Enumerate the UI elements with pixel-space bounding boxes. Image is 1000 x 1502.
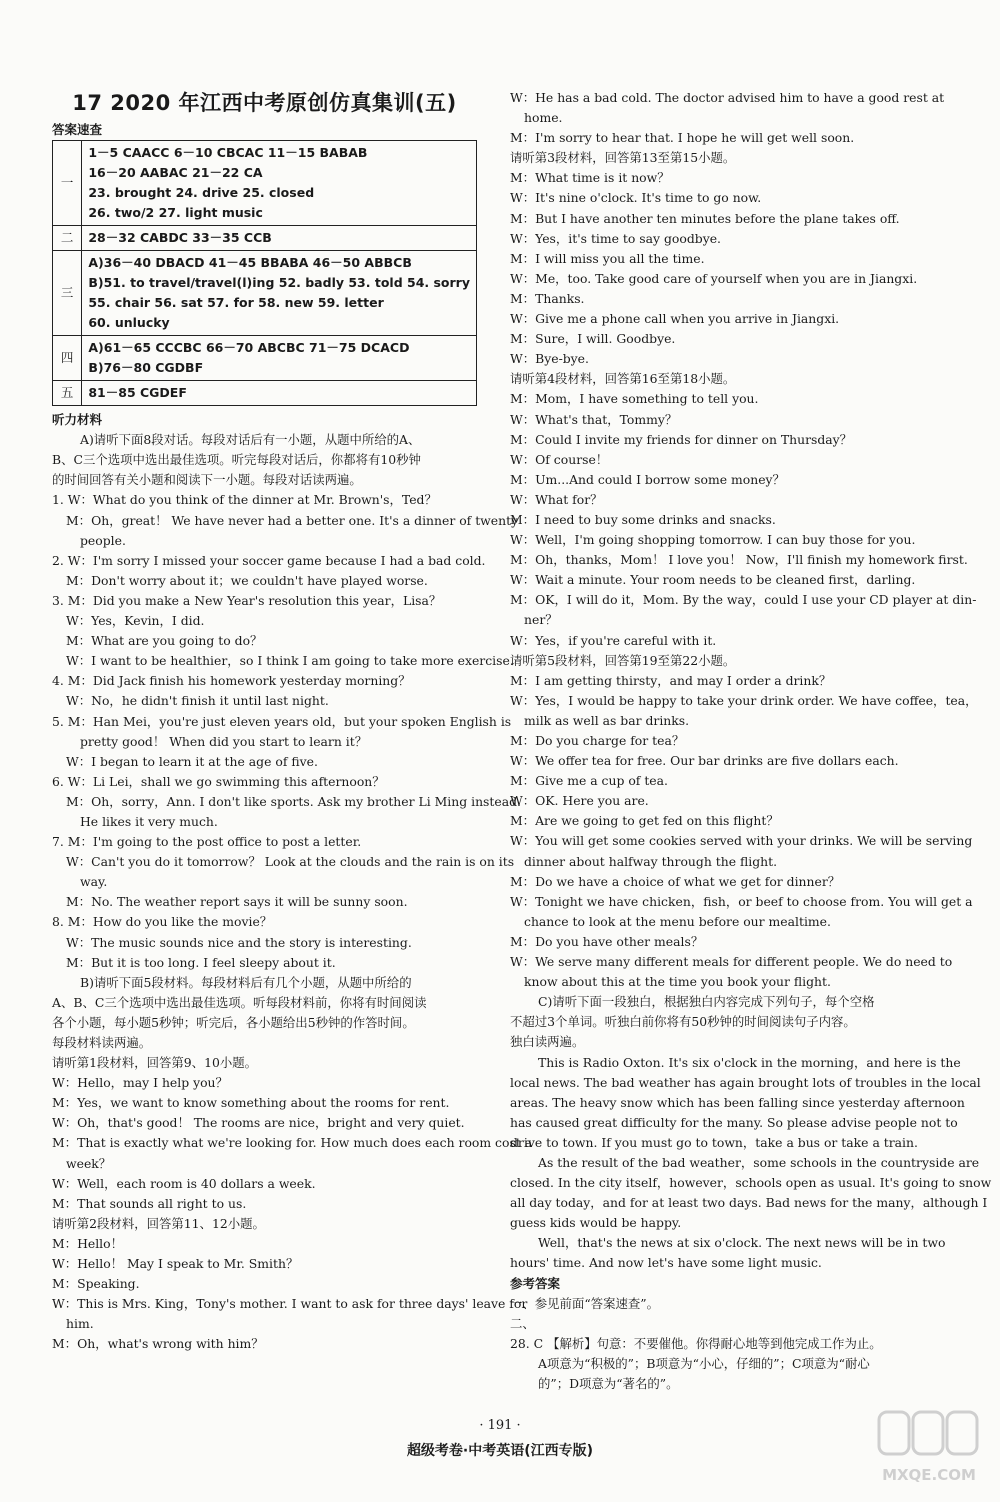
text-line: M：Oh，what's wrong with him？ — [52, 1336, 264, 1352]
text-line: 请听第1段材料，回答第9、10小题。 — [52, 1055, 258, 1071]
text-line: 3. M：Did you make a New Year's resolution this year，Lisa？ — [52, 592, 442, 608]
text-line: 的时间回答有关小题和阅读下一小题。每段对话读两遍。 — [52, 472, 362, 488]
text-line: W：I began to learn it at the age of five. — [66, 753, 318, 769]
text-line: M：That is exactly what we're looking for. How much does each room cost a — [52, 1135, 533, 1151]
text-line: W：Well，each room is 40 dollars a week. — [52, 1175, 316, 1191]
answer-line: 26. two/2 27. light music — [88, 205, 263, 221]
text-line: M：Mom，I have something to tell you. — [510, 391, 759, 407]
text-line: W：Tonight we have chicken，fish，or beef to choose from. You will get a — [510, 893, 973, 909]
text-line: W：No，he didn't finish it until last night. — [66, 693, 329, 709]
reference-line: 的”；D项意为“著名的”。 — [538, 1376, 679, 1391]
reference-line: A项意为“积极的”；B项意为“小心，仔细的”；C项意为“耐心 — [538, 1355, 870, 1371]
text-line: 请听第5段材料，回答第19至第22小题。 — [510, 652, 736, 668]
text-line: M：Do you charge for tea？ — [510, 733, 685, 748]
text-line: W：What's that，Tommy？ — [510, 411, 678, 427]
text-line: W：Me，too. Take good care of yourself when you are in Jiangxi. — [510, 270, 918, 286]
answer-line: 60. unlucky — [88, 315, 170, 331]
text-line: M：Um...And could I borrow some money？ — [510, 471, 785, 487]
text-line: A、B、C三个选项中选出最佳选项。听每段材料前，你将有时间阅读 — [52, 994, 427, 1010]
answer-cell — [82, 381, 477, 406]
answer-cell — [82, 336, 477, 381]
text-line: drive to town. If you must go to town，take a bus or take a train. — [510, 1134, 918, 1150]
answer-section-label: 一 — [53, 141, 82, 226]
reference-answer-text — [510, 1294, 935, 1394]
text-line: W：This is Mrs. King，Tony's mother. I want to ask for three days' leave for — [52, 1296, 528, 1312]
reference-line: 二、 — [510, 1315, 535, 1331]
answer-cell — [82, 251, 477, 336]
text-line: W：Can't you do it tomorrow？ Look at the clouds and the rain is on its — [66, 854, 515, 870]
text-line: home. — [524, 110, 563, 126]
answer-quick-label: 答案速查 — [52, 122, 103, 137]
text-line: B、C三个选项中选出最佳选项。听完每段对话后，你都将有10秒钟 — [52, 452, 421, 468]
listening-label: 听力材料 — [52, 412, 103, 428]
text-line: Well，that's the news at six o'clock. The next news will be in two — [538, 1235, 946, 1251]
text-line: C)请听下面一段独白，根据独白内容完成下列句子，每个空格 — [538, 994, 875, 1010]
text-line: W：Hello，may I help you？ — [52, 1075, 228, 1091]
left-column — [52, 88, 533, 1355]
watermark-logo — [877, 1408, 982, 1488]
text-line: W：We serve many different meals for different people. We do need to — [510, 954, 953, 970]
text-line: M：But it is too long. I feel sleepy about it. — [66, 954, 336, 970]
text-line: M：Give me a cup of tea. — [510, 773, 668, 789]
text-line: W：Hello！ May I speak to Mr. Smith？ — [52, 1256, 299, 1272]
text-line: hours' time. And now let's have some light music. — [510, 1255, 822, 1271]
text-line: 2. W：I'm sorry I missed your soccer game because I had a bad cold. — [52, 552, 486, 568]
listening-text-right — [510, 88, 992, 1274]
text-line: 5. M：Han Mei，you're just eleven years old，but your spoken English is — [52, 713, 512, 729]
answer-table — [52, 140, 477, 406]
text-line: M：Do you have other meals？ — [510, 933, 704, 949]
text-line: W：OK. Here you are. — [510, 793, 649, 809]
text-line: chance to look at the menu before our mealtime. — [524, 913, 831, 929]
text-line: B)请听下面5段材料。每段材料后有几个小题，从题中所给的 — [80, 974, 412, 990]
text-line: 各个小题，每小题5秒钟；听完后，各小题给出5秒钟的作答时间。 — [52, 1014, 415, 1030]
right-column — [510, 88, 992, 1394]
text-line: M：I'm sorry to hear that. I hope he will get well soon. — [510, 130, 855, 146]
text-line: M：But I have another ten minutes before the plane takes off. — [510, 210, 900, 226]
text-line: dinner about halfway through the flight. — [524, 853, 778, 869]
answer-cell — [82, 141, 477, 226]
answer-line: A)36－40 DBACD 41－45 BBABA 46－50 ABBCB — [88, 255, 412, 271]
text-line: milk as well as bar drinks. — [524, 712, 690, 728]
text-line: W：Yes，I would be happy to take your drink order. We have coffee，tea， — [510, 692, 978, 708]
text-line: W：Oh，that's good！ The rooms are nice，bright and very quiet. — [52, 1115, 465, 1131]
text-line: W：Yes，it's time to say goodbye. — [510, 230, 721, 246]
reference-answer-label: 参考答案 — [510, 1275, 561, 1291]
text-line: W：He has a bad cold. The doctor advised him to have a good rest at — [510, 90, 945, 105]
answer-row — [53, 141, 477, 226]
text-line: closed. In the city itself，however，schools open as usual. It's going to snow — [510, 1175, 992, 1191]
text-line: him. — [66, 1316, 94, 1332]
text-line: W：Give me a phone call when you arrive in Jiangxi. — [510, 311, 840, 327]
answer-line: 16－20 AABAC 21－22 CA — [88, 165, 263, 181]
text-line: has caused great difficulty for the many. So please advise people not to — [510, 1114, 958, 1130]
answer-section-label: 五 — [53, 381, 82, 406]
text-line: 每段材料读两遍。 — [52, 1035, 152, 1050]
listening-text-left — [52, 430, 533, 1354]
text-line: 1. W：What do you think of the dinner at Mr. Brown's，Ted？ — [52, 492, 437, 508]
text-line: M：What time is it now？ — [510, 170, 670, 186]
text-line: W：You will get some cookies served with your drinks. We will be serving — [510, 833, 973, 849]
text-line: M：Could I invite my friends for dinner on Thursday？ — [510, 431, 853, 447]
text-line: 8. M：How do you like the movie？ — [52, 914, 273, 930]
text-line: M：Oh，sorry，Ann. I don't like sports. Ask my brother Li Ming instead. — [66, 793, 521, 809]
answer-line: 23. brought 24. drive 25. closed — [88, 185, 315, 201]
text-line: W：Well，I'm going shopping tomorrow. I can buy those for you. — [510, 532, 916, 548]
text-line: M：What are you going to do？ — [66, 633, 263, 649]
text-line: 4. M：Did Jack finish his homework yesterday morning？ — [52, 673, 411, 689]
text-line: 7. M：I'm going to the post office to post a letter. — [52, 834, 362, 850]
text-line: M：Oh，great！ We have never had a better one. It's a dinner of twenty — [66, 512, 519, 528]
answer-row — [53, 336, 477, 381]
text-line: W：The music sounds nice and the story is interesting. — [66, 934, 412, 950]
text-line: local news. The bad weather has again brought lots of troubles in the local — [510, 1074, 981, 1090]
text-line: M：That sounds all right to us. — [52, 1195, 247, 1211]
text-line: W：It's nine o'clock. It's time to go now. — [510, 190, 762, 206]
text-line: M：I need to buy some drinks and snacks. — [510, 511, 776, 527]
watermark-url: MXQE.COM — [882, 1466, 976, 1484]
reference-line: 一、参见前面“答案速查”。 — [510, 1295, 659, 1311]
text-line: M：I am getting thirsty，and may I order a drink？ — [510, 672, 832, 688]
text-line: 请听第3段材料，回答第13至第15小题。 — [510, 150, 736, 166]
text-line: guess kids would be happy. — [510, 1215, 682, 1231]
text-line: W：Wait a minute. Your room needs to be cleaned first，darling. — [510, 572, 916, 588]
text-line: people. — [80, 532, 126, 548]
text-line: 不超过3个单词。听独白前你将有50秒钟的时间阅读句子内容。 — [510, 1014, 856, 1030]
text-line: way. — [80, 874, 108, 890]
text-line: areas. The heavy snow which has been falling since yesterday afternoon — [510, 1094, 965, 1110]
text-line: As the result of the bad weather，some schools in the countryside are — [538, 1154, 980, 1170]
text-line: M：Speaking. — [52, 1276, 140, 1292]
answer-line: B)51. to travel/travel(l)ing 52. badly 53. told 54. sorry — [88, 275, 470, 291]
text-line: M：No. The weather report says it will be sunny soon. — [66, 894, 408, 910]
answer-cell — [82, 226, 477, 251]
answer-section-label: 二 — [53, 226, 82, 251]
text-line: pretty good！ When did you start to learn it？ — [80, 733, 368, 749]
text-line: W：Bye-bye. — [510, 351, 589, 367]
text-line: W：We offer tea for free. Our bar drinks are five dollars each. — [510, 753, 899, 769]
answer-line: 28－32 CABDC 33－35 CCB — [88, 230, 272, 246]
text-line: He likes it very much. — [80, 813, 218, 829]
text-line: 独白读两遍。 — [510, 1034, 585, 1050]
text-line: M：Oh，thanks，Mom！ I love you！ Now，I'll finish my homework first. — [510, 552, 968, 568]
answer-line: 1－5 CAACC 6－10 CBCAC 11－15 BABAB — [88, 145, 368, 161]
text-line: 请听第2段材料，回答第11、12小题。 — [52, 1215, 265, 1231]
text-line: M：OK，I will do it，Mom. By the way，could I use your CD player at din- — [510, 592, 977, 608]
text-line: A)请听下面8段对话。每段对话后有一小题，从题中所给的A、 — [80, 432, 421, 448]
page-title: 17 2020 年江西中考原创仿真集训(五) — [72, 91, 457, 115]
answer-section-label: 四 — [53, 336, 82, 381]
text-line: M：Yes，we want to know something about the rooms for rent. — [52, 1095, 450, 1111]
text-line: week？ — [66, 1155, 112, 1171]
text-line: all day today，and for at least two days. Bad news for the many，although I — [510, 1195, 988, 1211]
text-line: W：Yes，Kevin，I did. — [66, 613, 205, 629]
text-line: M：Sure，I will. Goodbye. — [510, 331, 676, 347]
text-line: W：I want to be healthier，so I think I am going to take more exercise. — [66, 653, 514, 669]
text-line: 请听第4段材料，回答第16至第18小题。 — [510, 371, 736, 387]
reference-line: 28. C 【解析】句意：不要催他。你得耐心地等到他完成工作为止。 — [510, 1335, 882, 1351]
text-line: M：Hello！ — [52, 1235, 123, 1251]
footer-title: 超级考卷·中考英语(江西专版) — [406, 1443, 594, 1459]
text-line: M：Don't worry about it；we couldn't have played worse. — [66, 572, 428, 588]
text-line: M：Do we have a choice of what we get for dinner？ — [510, 873, 841, 889]
page-number: · 191 · — [479, 1418, 521, 1433]
text-line: W：Of course！ — [510, 451, 609, 467]
text-line: M：Thanks. — [510, 290, 585, 306]
answer-line: A)61－65 CCCBC 66－70 ABCBC 71－75 DCACD — [88, 340, 410, 356]
answer-line: 55. chair 56. sat 57. for 58. new 59. letter — [88, 295, 384, 311]
answer-line: 81－85 CGDEF — [88, 385, 187, 401]
text-line: This is Radio Oxton. It's six o'clock in the morning，and here is the — [538, 1054, 961, 1070]
answer-row — [53, 226, 477, 251]
text-line: M：I will miss you all the time. — [510, 250, 705, 266]
answer-line: B)76－80 CGDBF — [88, 360, 204, 376]
text-line: M：Are we going to get fed on this flight？ — [510, 813, 779, 829]
text-line: W：Yes，if you're careful with it. — [510, 632, 717, 648]
text-line: 6. W：Li Lei，shall we go swimming this afternoon？ — [52, 773, 385, 789]
answer-section-label: 三 — [53, 251, 82, 336]
text-line: know about this at the time you book your flight. — [524, 974, 831, 990]
answer-row — [53, 381, 477, 406]
answer-row — [53, 251, 477, 336]
text-line: ner？ — [524, 612, 558, 628]
text-line: W：What for？ — [510, 491, 603, 507]
